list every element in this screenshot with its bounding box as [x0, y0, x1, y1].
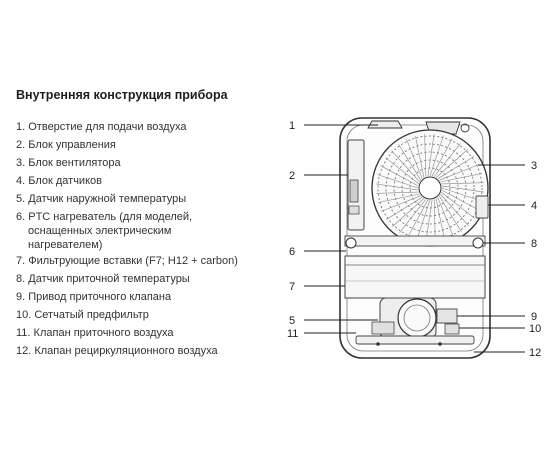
legend-num: 2.: [16, 139, 26, 151]
legend-text: Блок датчиков: [28, 175, 102, 187]
legend-text: Фильтрующие вставки (F7; H12 + carbon): [28, 255, 238, 267]
callout-7: 7: [289, 281, 296, 293]
legend-text-line3: нагревателем): [28, 239, 103, 251]
control-connector-small: [349, 206, 359, 214]
legend-num: 1.: [16, 121, 26, 133]
legend-num: 5.: [16, 193, 26, 205]
legend-text: Датчик наружной температуры: [28, 193, 187, 205]
legend-num: 10.: [16, 309, 32, 321]
legend-text: PTC нагреватель (для моделей,: [28, 211, 193, 223]
screw: [376, 342, 380, 346]
legend-text: Блок вентилятора: [28, 157, 121, 169]
legend-num: 12.: [16, 345, 32, 357]
callout-5: 5: [289, 315, 296, 327]
filter-inserts: [345, 256, 485, 298]
control-connector: [350, 180, 358, 202]
callout-6: 6: [289, 246, 296, 258]
legend-text: Отверстие для подачи воздуха: [28, 121, 187, 133]
callout-12: 12: [529, 347, 542, 359]
air-inlet-left: [368, 121, 402, 128]
legend-text: Сетчатый предфильтр: [34, 309, 149, 321]
screw: [438, 342, 442, 346]
callout-11: 11: [287, 328, 299, 340]
legend-text: Клапан рециркуляционного воздуха: [34, 345, 218, 357]
callout-8: 8: [531, 238, 538, 250]
legend-num: 8.: [16, 273, 26, 285]
callout-9: 9: [531, 311, 538, 323]
legend-text: Блок управления: [28, 139, 116, 151]
section-title: Внутренняя конструкция прибора: [16, 88, 228, 102]
prefilter-clip: [445, 324, 459, 334]
legend-num: 3.: [16, 157, 26, 169]
legend-text: Привод приточного клапана: [28, 291, 172, 303]
sensor-block: [476, 196, 488, 218]
ptc-heater: [345, 236, 485, 246]
mesh-prefilter: [372, 322, 394, 334]
legend-text-line2: оснащенных электрическим: [28, 225, 172, 237]
fan-hub: [419, 177, 441, 199]
callout-4: 4: [531, 200, 538, 212]
legend-text: Датчик приточной температуры: [28, 273, 190, 285]
callout-10: 10: [529, 323, 542, 335]
legend-num: 6.: [16, 211, 26, 223]
supply-temp-sensor: [473, 238, 483, 248]
legend-num: 9.: [16, 291, 26, 303]
legend-num: 4.: [16, 175, 26, 187]
outdoor-temp-sensor: [346, 238, 356, 248]
legend-num: 11.: [16, 327, 31, 339]
recirculation-valve: [356, 336, 474, 344]
damper-actuator: [437, 309, 457, 323]
callout-1: 1: [289, 120, 296, 132]
legend-text: Клапан приточного воздуха: [33, 327, 174, 339]
callout-3: 3: [531, 160, 538, 172]
callout-2: 2: [289, 170, 296, 182]
legend-num: 7.: [16, 255, 26, 267]
